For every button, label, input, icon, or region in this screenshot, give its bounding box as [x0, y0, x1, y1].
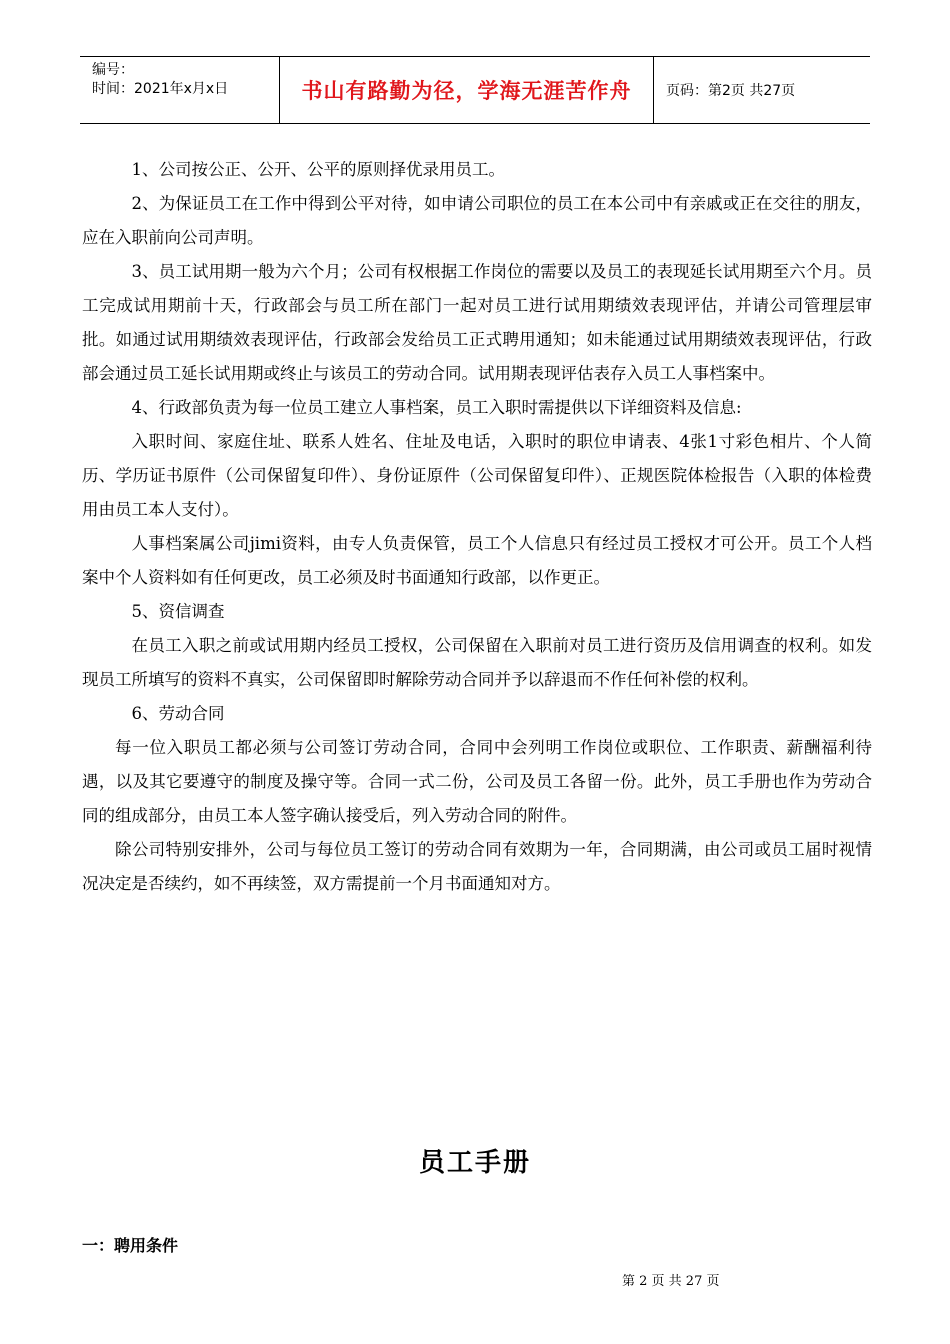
paragraph-5: 入职时间、家庭住址、联系人姓名、住址及电话，入职时的职位申请表、4张1寸彩色相片、个人简历、学历证书原件（公司保留复印件）、身份证原件（公司保留复印件）、正规医院体检报告（入职的体检费用由员工本人支付）。: [82, 432, 872, 519]
document-title: 员工手册: [418, 1148, 531, 1178]
page-header: [80, 56, 870, 124]
paragraph-6: 人事档案属公司jimi资料，由专人负责保管，员工个人信息只有经过员工授权才可公开。员工个人档案中个人资料如有任何更改，员工必须及时书面通知行政部，以作更正。: [82, 534, 872, 587]
header-meta: [80, 57, 280, 123]
code-label: 编号：: [92, 62, 134, 78]
header-page-info: 页码：第2页 共27页: [666, 83, 796, 99]
section-heading: 一：聘用条件: [82, 1236, 179, 1255]
body-text: [82, 153, 872, 901]
paragraph-2: 2、为保证员工在工作中得到公平对待，如申请公司职位的员工在本公司中有亲戚或正在交往的朋友，应在入职前向公司声明。: [82, 194, 872, 247]
paragraph-3: 3、员工试用期一般为六个月；公司有权根据工作岗位的需要以及员工的表现延长试用期至六个月。员工完成试用期前十天，行政部会与员工所在部门一起对员工进行试用期绩效表现评估，并请公司管理层审批。如通过试用期绩效表现评估，行政部会发给员工正式聘用通知；如未能通过试用期绩效表现评估，行政部会通过员工延长试用期或终止与该员工的劳动合同。试用期表现评估表存入员工人事档案中。: [82, 262, 872, 383]
time-label: 时间：2021年x月x日: [92, 81, 229, 97]
paragraph-4: 4、行政部负责为每一位员工建立人事档案，员工入职时需提供以下详细资料及信息:: [131, 398, 742, 417]
paragraph-1: 1、公司按公正、公开、公平的原则择优录用员工。: [131, 160, 505, 179]
paragraph-9: 6、劳动合同: [131, 704, 225, 723]
header-motto: 书山有路勤为径，学海无涯苦作舟: [280, 57, 654, 123]
paragraph-8: 在员工入职之前或试用期内经员工授权，公司保留在入职前对员工进行资历及信用调查的权利。如发现员工所填写的资料不真实，公司保留即时解除劳动合同并予以辞退而不作任何补偿的权利。: [82, 636, 872, 689]
paragraph-10: 每一位入职员工都必须与公司签订劳动合同，合同中会列明工作岗位或职位、工作职责、薪酬福利待遇，以及其它要遵守的制度及操守等。合同一式二份，公司及员工各留一份。此外，员工手册也作为劳动合同的组成部分，由员工本人签字确认接受后，列入劳动合同的附件。: [82, 738, 872, 825]
page-footer: 第 2 页 共 27 页: [622, 1274, 720, 1289]
paragraph-11: 除公司特别安排外，公司与每位员工签订的劳动合同有效期为一年，合同期满，由公司或员工届时视情况决定是否续约，如不再续签，双方需提前一个月书面通知对方。: [82, 840, 872, 893]
paragraph-7: 5、资信调查: [131, 602, 225, 621]
